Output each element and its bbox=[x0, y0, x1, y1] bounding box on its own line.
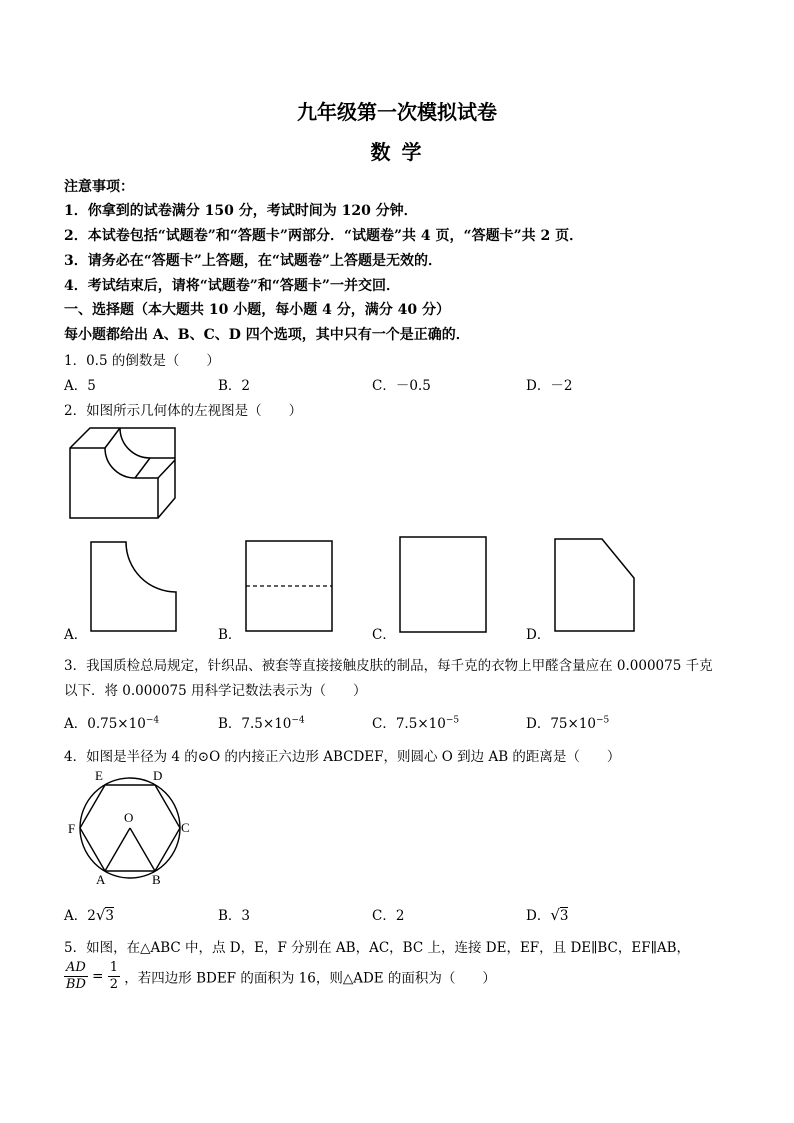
label-d: D bbox=[153, 768, 163, 783]
label-c: C bbox=[181, 820, 190, 835]
label-f: F bbox=[68, 821, 76, 836]
q4-option-c: C．2 bbox=[372, 908, 405, 924]
notice-item-2: 2．本试卷包括“试题卷”和“答题卡”两部分．“试题卷”共 4 页，“答题卡”共 2 页． bbox=[64, 228, 584, 244]
notice-item-4: 4．考试结束后，请将“试题卷”和“答题卡”一并交回． bbox=[64, 278, 400, 294]
q4-option-b: B．3 bbox=[218, 908, 251, 924]
question-2-stem: 2．如图所示几何体的左视图是（ ） bbox=[64, 403, 303, 419]
section-instruction: 每小题都给出 A、B、C、D 四个选项，其中只有一个是正确的． bbox=[64, 327, 470, 343]
label-b: B bbox=[152, 872, 161, 887]
q1-option-d: D．－2 bbox=[526, 378, 573, 394]
question-5-stem-line1: 5．如图，在△ABC 中，点 D，E，F 分别在 AB，AC，BC 上，连接 DE，EF，且 DE∥BC，EF∥AB， bbox=[64, 940, 690, 956]
q3-option-a: A．$0.75\times 10^{-4}$ bbox=[64, 715, 160, 732]
q2-option-b-letter: B． bbox=[218, 627, 242, 643]
q2-option-d-letter: D． bbox=[526, 627, 551, 643]
notice-item-1: 1．你拿到的试卷满分 150 分，考试时间为 120 分钟． bbox=[64, 203, 418, 219]
notice-heading: 注意事项： bbox=[64, 179, 134, 195]
question-5-stem-line2: $\frac{AD}{BD}$ = $\frac{1}{2}$ ，若四边形 BDEF 的面积为 16，则△ADE 的面积为（ ） bbox=[65, 960, 496, 992]
q1-option-c: C．－0.5 bbox=[372, 378, 431, 394]
q1-option-a: A．5 bbox=[64, 378, 96, 394]
section-title: 一、选择题（本大题共 10 小题，每小题 4 分，满分 40 分） bbox=[64, 302, 450, 318]
q4-hexagon-figure bbox=[66, 766, 196, 886]
question-4-stem: 4．如图是半径为 4 的⊙O 的内接正六边形 ABCDEF，则圆心 O 到边 AB 的距离是（ ） bbox=[64, 749, 621, 765]
q3-option-b: B．$7.5\times 10^{-4}$ bbox=[218, 715, 305, 732]
q2-option-a-figure bbox=[90, 540, 180, 635]
q2-option-a-letter: A． bbox=[64, 627, 88, 643]
label-a: A bbox=[96, 872, 106, 887]
notice-item-3: 3．请务必在“答题卡”上答题，在“试题卷”上答题是无效的． bbox=[64, 253, 442, 269]
question-3-stem-line1: 3．我国质检总局规定，针织品、被套等直接接触皮肤的制品，每千克的衣物上甲醛含量应在 0.000075 千克 bbox=[64, 658, 713, 674]
label-e: E bbox=[95, 768, 103, 783]
q4-option-d: D．√3 bbox=[526, 906, 569, 924]
q2-option-d-figure bbox=[554, 538, 639, 638]
question-1-stem: 1．0.5 的倒数是（ ） bbox=[64, 353, 220, 369]
q2-option-c-figure bbox=[399, 536, 489, 636]
q2-option-c-letter: C． bbox=[372, 627, 396, 643]
label-o: O bbox=[124, 810, 134, 825]
q4-option-a: A．2√3 bbox=[64, 906, 114, 924]
q3-option-c: C．$7.5\times 10^{-5}$ bbox=[372, 715, 460, 732]
fraction-one-half: $\frac{1}{2}$ bbox=[109, 960, 118, 992]
subject-title: 数 学 bbox=[370, 140, 424, 164]
q1-option-b: B．2 bbox=[218, 378, 251, 394]
q2-solid-figure bbox=[60, 420, 190, 520]
question-3-stem-line2: 以下．将 0.000075 用科学记数法表示为（ ） bbox=[64, 683, 367, 699]
q2-option-b-figure bbox=[245, 540, 335, 635]
fraction-ad-bd: $\frac{AD}{BD}$ bbox=[65, 960, 86, 992]
q3-option-d: D．$75\times 10^{-5}$ bbox=[526, 715, 610, 732]
exam-title: 九年级第一次模拟试卷 bbox=[297, 100, 497, 124]
